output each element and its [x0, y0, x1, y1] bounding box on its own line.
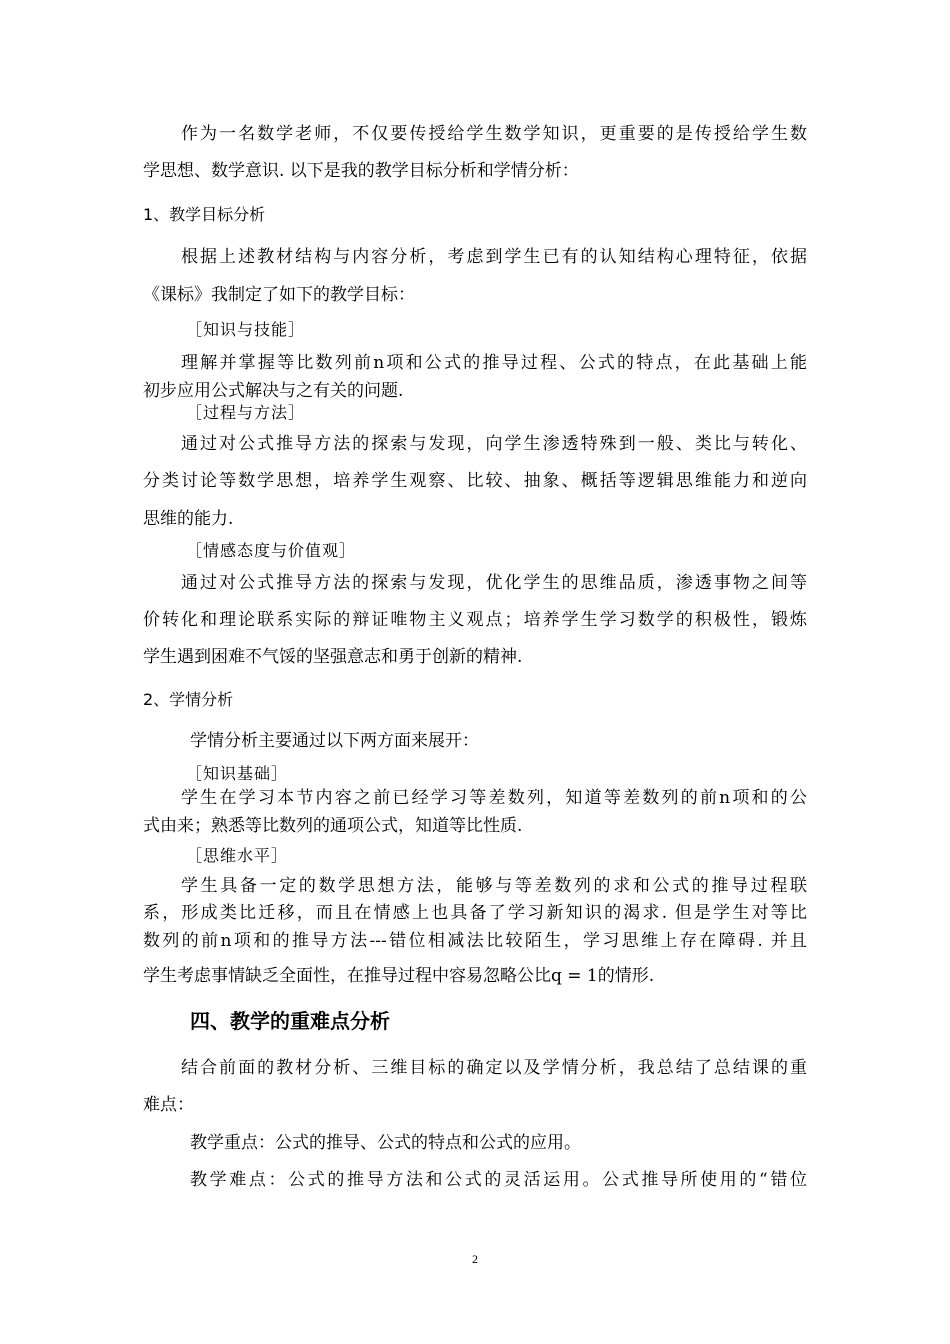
process-method-line-2: 分类讨论等数学思想，培养学生观察、比较、抽象、概括等逻辑思维能力和逆向: [143, 471, 807, 491]
sec1-para-line-2: 《课标》我制定了如下的教学目标：: [143, 285, 415, 305]
subheading-attitude-values: ［情感态度与价值观］: [186, 541, 357, 560]
teaching-difficult-point: 教学难点：公式的推导方法和公式的灵活运用。公式推导所使用的“错位: [190, 1170, 807, 1190]
thinking-level-line-3: 数列的前n项和的推导方法---错位相减法比较陌生，学习思维上存在障碍. 并且: [143, 931, 807, 951]
sec1-para-line-1: 根据上述教材结构与内容分析，考虑到学生已有的认知结构心理特征，依据: [181, 247, 807, 267]
page-number: 2: [472, 1252, 478, 1266]
intro-line-2: 学思想、数学意识. 以下是我的教学目标分析和学情分析：: [143, 161, 579, 181]
student-analysis-intro: 学情分析主要通过以下两方面来展开：: [190, 731, 479, 751]
key-points-para-line-1: 结合前面的教材分析、三维目标的确定以及学情分析，我总结了总结课的重: [181, 1058, 807, 1078]
section-heading-student-analysis: 2、学情分析: [143, 690, 234, 709]
teaching-key-point: 教学重点：公式的推导、公式的特点和公式的应用。: [190, 1133, 581, 1153]
subheading-process-method: ［过程与方法］: [186, 403, 306, 422]
subheading-thinking-level: ［思维水平］: [186, 846, 289, 865]
knowledge-skills-line-1: 理解并掌握等比数列前n项和公式的推导过程、公式的特点，在此基础上能: [181, 353, 807, 373]
process-method-line-1: 通过对公式推导方法的探索与发现，向学生渗透特殊到一般、类比与转化、: [181, 434, 807, 454]
section-heading-teaching-goals: 1、教学目标分析: [143, 205, 266, 224]
subheading-knowledge-skills: ［知识与技能］: [186, 320, 306, 339]
knowledge-skills-line-2: 初步应用公式解决与之有关的问题.: [143, 381, 404, 401]
attitude-values-line-2: 价转化和理论联系实际的辩证唯物主义观点；培养学生学习数学的积极性，锻炼: [143, 610, 807, 630]
thinking-level-line-4: 学生考虑事情缺乏全面性，在推导过程中容易忽略公比q = 1的情形.: [143, 966, 655, 986]
attitude-values-line-3: 学生遇到困难不气馁的坚强意志和勇于创新的精神.: [143, 647, 523, 667]
knowledge-basis-line-2: 式由来；熟悉等比数列的通项公式，知道等比性质.: [143, 816, 523, 836]
thinking-level-line-1: 学生具备一定的数学思想方法，能够与等差数列的求和公式的推导过程联: [181, 876, 807, 896]
attitude-values-line-1: 通过对公式推导方法的探索与发现，优化学生的思维品质，渗透事物之间等: [181, 573, 807, 593]
section-heading-key-difficult-points: 四、教学的重难点分析: [190, 1009, 390, 1033]
process-method-line-3: 思维的能力.: [143, 509, 234, 529]
subheading-knowledge-basis: ［知识基础］: [186, 764, 289, 783]
key-points-para-line-2: 难点：: [143, 1095, 194, 1115]
knowledge-basis-line-1: 学生在学习本节内容之前已经学习等差数列，知道等差数列的前n项和的公: [181, 788, 807, 808]
intro-line-1: 作为一名数学老师，不仅要传授给学生数学知识，更重要的是传授给学生数: [181, 124, 807, 144]
thinking-level-line-2: 系，形成类比迁移，而且在情感上也具备了学习新知识的渴求. 但是学生对等比: [143, 903, 807, 923]
